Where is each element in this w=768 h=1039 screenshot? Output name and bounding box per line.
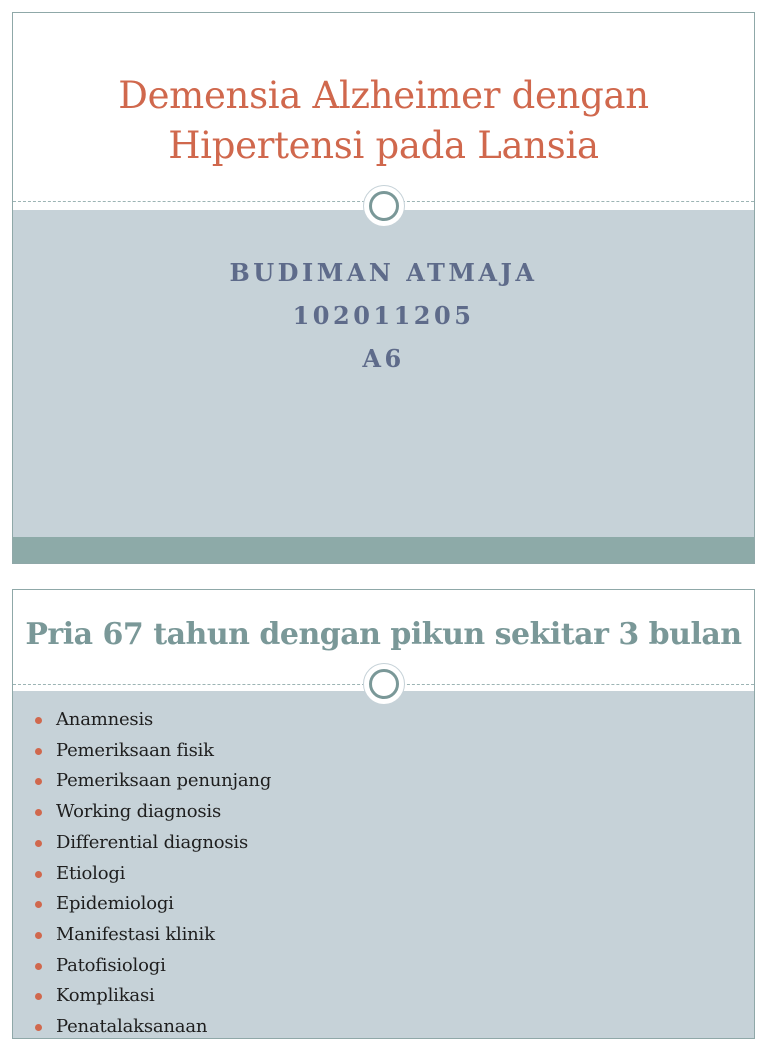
bullet-icon [35,748,42,755]
list-item: Manifestasi klinik [35,920,271,951]
presentation-title [13,71,754,171]
list-item: Etiologi [35,859,271,890]
slide-title [12,12,755,564]
bullet-icon [35,932,42,939]
bullet-icon [35,993,42,1000]
bullet-icon [35,1024,42,1031]
list-item: Komplikasi [35,981,271,1012]
list-item: Working diagnosis [35,797,271,828]
student-id: 102011205 [292,301,475,330]
bullet-icon [35,717,42,724]
list-item: Epidemiologi [35,889,271,920]
title-line-1: Demensia Alzheimer dengan [118,74,649,117]
list-item: Differential diagnosis [35,828,271,859]
ring-ornament-icon [363,185,405,227]
topic-list [35,705,271,1039]
list-item: Pemeriksaan fisik [35,736,271,767]
list-item: Anamnesis [35,705,271,736]
ring-ornament-icon [363,663,405,705]
author-name: BUDIMAN ATMAJA [229,258,538,287]
list-item: Patofisiologi [35,951,271,982]
slide-body [13,691,754,1038]
slide-body [13,210,754,537]
bullet-icon [35,901,42,908]
bullet-icon [35,871,42,878]
class-group: A6 [362,344,405,373]
slide-title: Pria 67 tahun dengan pikun sekitar 3 bulan [25,617,742,652]
bullet-icon [35,778,42,785]
author-block [13,251,754,380]
slide-outline [12,589,755,1039]
bullet-icon [35,963,42,970]
bullet-icon [35,840,42,847]
list-item: Penatalaksanaan [35,1012,271,1039]
title-area [13,13,754,209]
footer-band [13,537,754,563]
title-line-2: Hipertensi pada Lansia [168,124,599,167]
bullet-icon [35,809,42,816]
list-item: Pemeriksaan penunjang [35,766,271,797]
